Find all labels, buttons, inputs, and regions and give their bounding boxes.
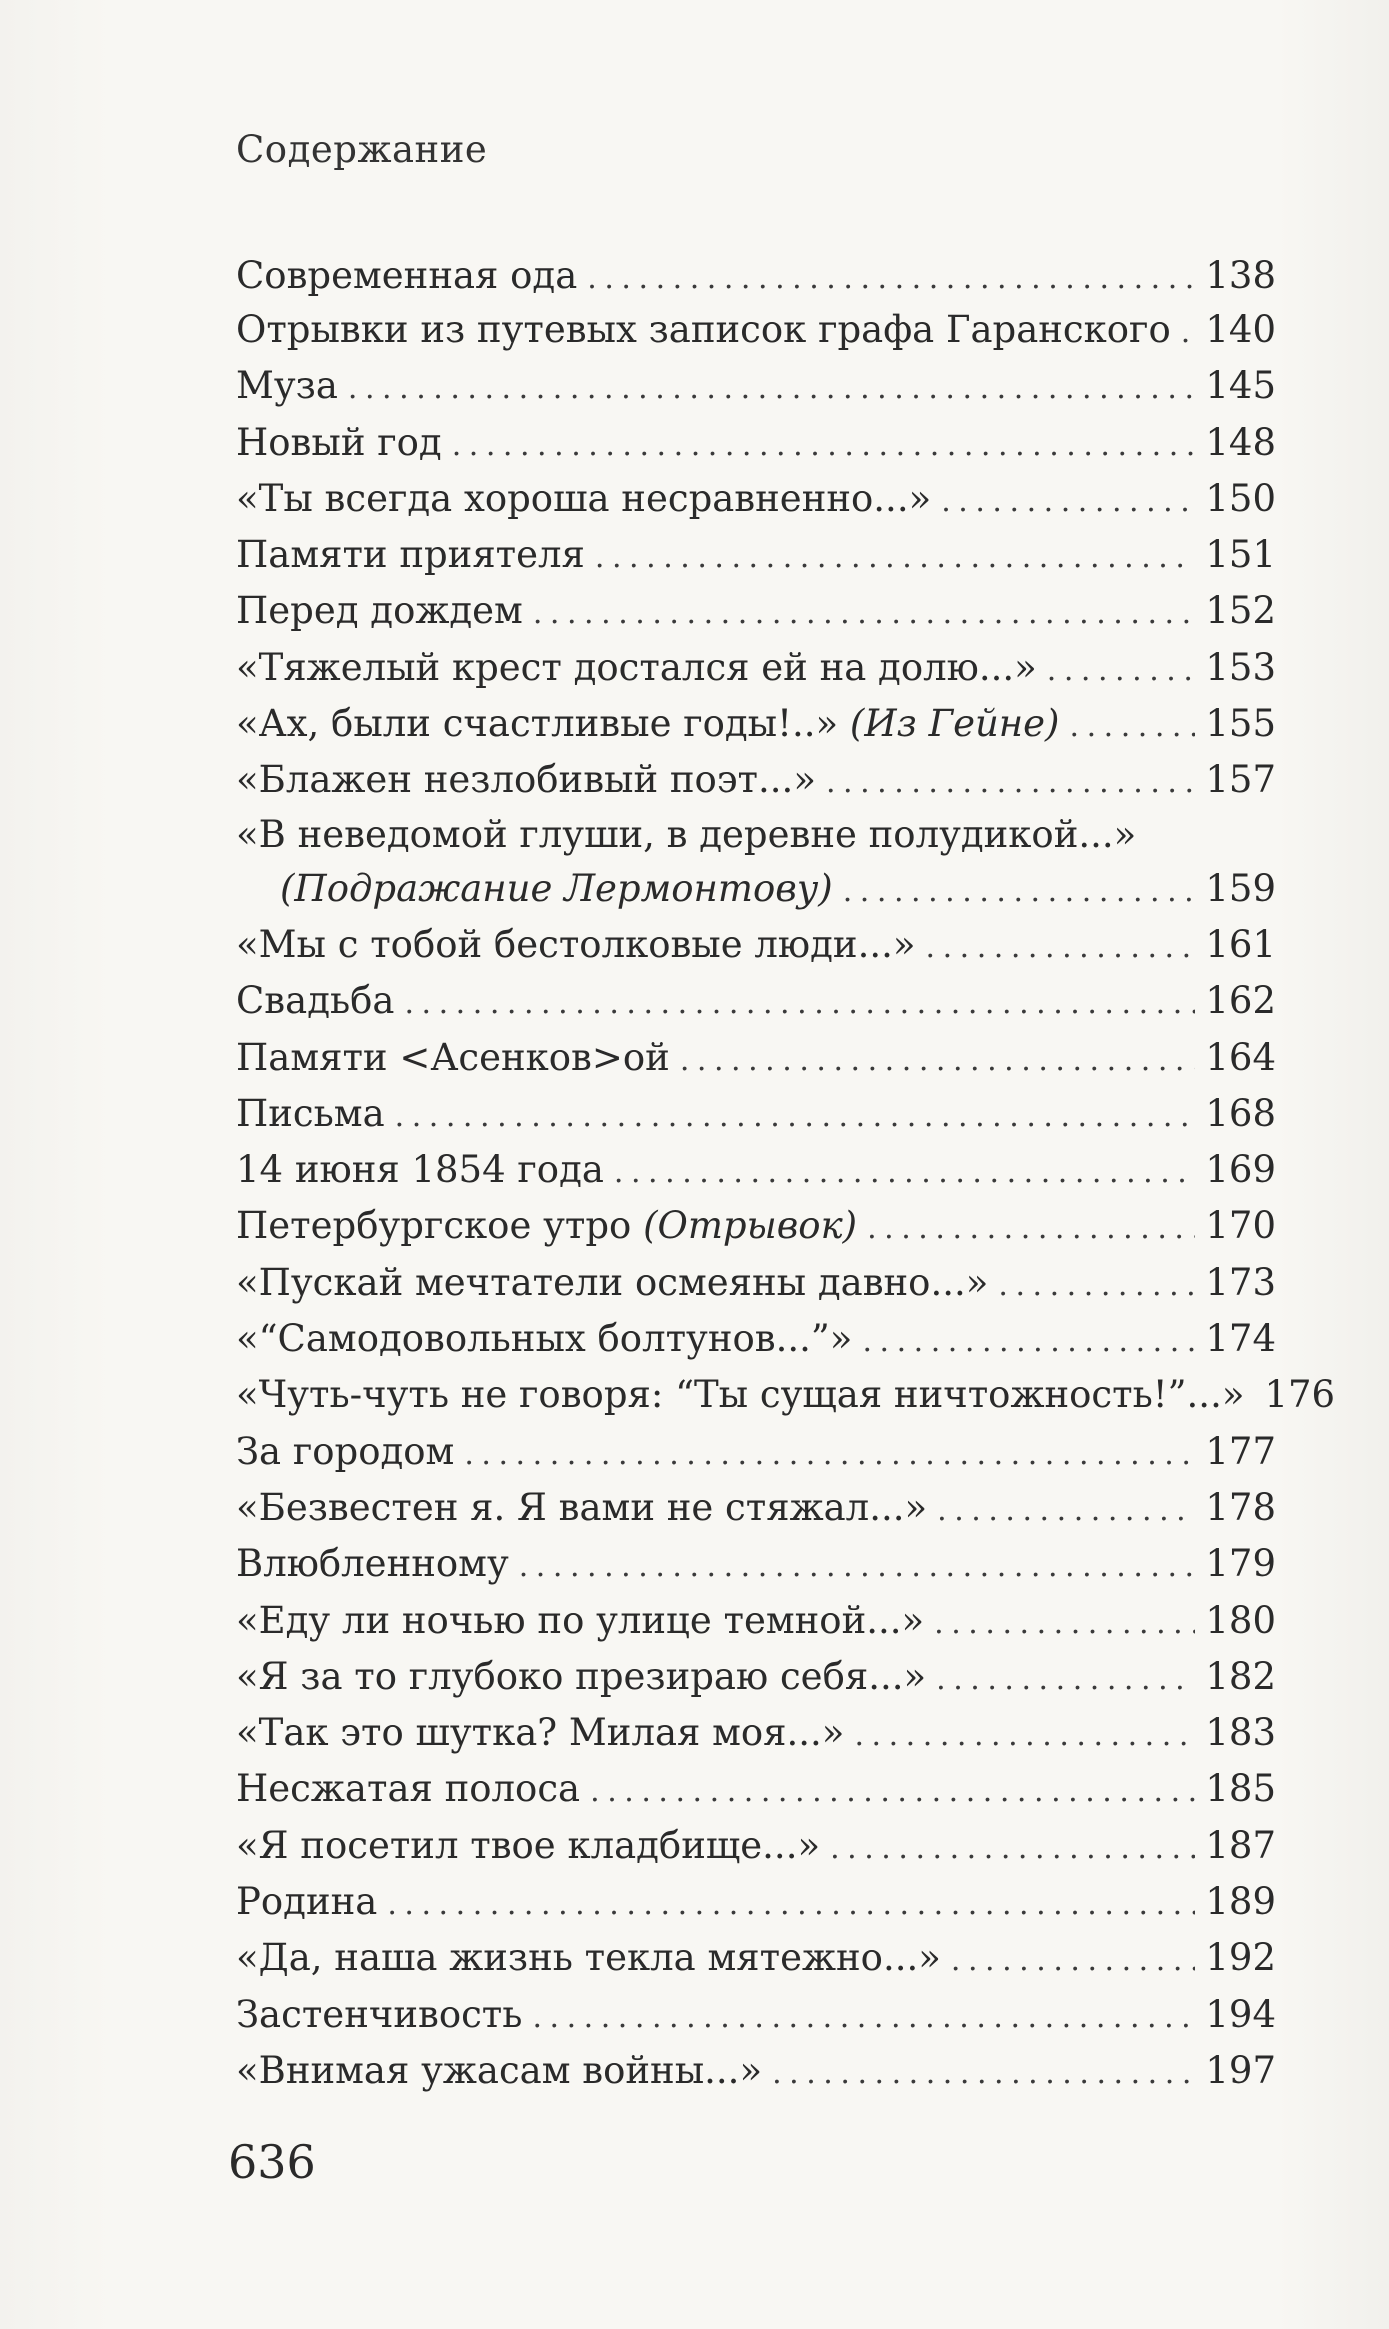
dot-leader [395, 1089, 1196, 1145]
toc-page-number: 178 [1205, 1485, 1276, 1529]
toc-page-number: 151 [1205, 533, 1276, 577]
dot-leader [680, 1033, 1196, 1089]
toc-page-number: 189 [1205, 1880, 1276, 1924]
toc-title-text: «Мы с тобой бестолковые люди...» [236, 922, 916, 966]
toc-entry [236, 527, 1276, 583]
toc-entry [236, 1142, 1276, 1198]
dot-leader [867, 1201, 1195, 1257]
toc-title-text: «“Самодовольных болтунов...”» [236, 1317, 853, 1361]
toc-page-number: 150 [1205, 476, 1276, 520]
dot-leader [1070, 699, 1196, 755]
dot-leader [587, 253, 1195, 305]
toc-page-number: 161 [1205, 922, 1276, 966]
toc-entry [236, 1649, 1276, 1705]
toc-entry [236, 1367, 1336, 1423]
toc-entry-title [236, 1086, 385, 1142]
toc-page-number: 170 [1205, 1204, 1276, 1248]
toc-entry [236, 302, 1276, 358]
toc-page-number: 174 [1205, 1317, 1276, 1361]
toc-entry-title [236, 640, 1037, 696]
toc-title-text: «Пускай мечтатели осмеяны давно...» [236, 1260, 989, 1304]
toc-title-text: «Тяжелый крест достался ей на долю...» [236, 645, 1037, 689]
toc-page-number: 177 [1205, 1429, 1276, 1473]
toc-page-number: 180 [1205, 1598, 1276, 1642]
toc-title-text: Отрывки из путевых записок графа Гаранского [236, 308, 1171, 351]
dot-leader [951, 1933, 1195, 1989]
toc-page-number: 153 [1205, 645, 1276, 689]
toc-page-number: 176 [1264, 1373, 1336, 1417]
toc-title-text: «Безвестен я. Я вами не стяжал...» [236, 1485, 928, 1529]
toc-entry-title [236, 861, 833, 917]
toc-page-number: 164 [1205, 1035, 1276, 1079]
toc-entry [236, 2043, 1276, 2099]
toc-title-text: «Блажен незлобивый поэт...» [236, 758, 816, 802]
toc-entry [236, 1198, 1276, 1254]
dot-leader [826, 755, 1195, 811]
toc-entry-title [236, 973, 394, 1029]
dot-leader [590, 1764, 1195, 1820]
toc-title-text: Памяти приятеля [236, 533, 585, 577]
toc-page-number: 152 [1205, 589, 1276, 633]
dot-leader [452, 418, 1196, 474]
toc-entry-title [236, 471, 931, 527]
toc-title-note: (Подражание Лермонтову) [280, 866, 833, 910]
toc-title-text: «В неведомой глуши, в деревне полудикой...» [236, 812, 1137, 856]
dot-leader [387, 1877, 1195, 1933]
toc-title-text: Несжатая полоса [236, 1767, 581, 1811]
toc-title-text: «Я посетил твое кладбище...» [236, 1823, 821, 1867]
toc-entry-title [236, 358, 338, 414]
toc-entry-title [236, 1480, 927, 1536]
toc-entry-title [236, 1367, 1244, 1423]
toc-entry [236, 358, 1276, 414]
toc-title-text: «Ты всегда хороша несравненно...» [236, 476, 932, 520]
toc-entry-title [236, 1311, 852, 1367]
table-of-contents [236, 250, 1336, 2099]
toc-title-text: «Да, наша жизнь текла мятежно...» [236, 1936, 941, 1980]
dot-leader [519, 1539, 1196, 1595]
toc-title-text: «Еду ли ночью по улице темной...» [236, 1598, 925, 1642]
toc-title-note: (Отрывок) [643, 1204, 858, 1248]
toc-entry-title [236, 527, 585, 583]
toc-entry-title [236, 250, 577, 302]
dot-leader [941, 474, 1195, 530]
toc-entry [236, 973, 1276, 1029]
toc-page-number: 157 [1205, 758, 1276, 802]
toc-entry-title [236, 1874, 377, 1930]
dot-leader [532, 1990, 1195, 2046]
toc-page-number: 173 [1205, 1260, 1276, 1304]
toc-entry-title [236, 696, 1060, 752]
toc-entry-title [236, 302, 1171, 358]
toc-title-text: За городом [236, 1429, 455, 1473]
toc-title-text: Перед дождем [236, 589, 523, 633]
toc-page-number: 185 [1205, 1767, 1276, 1811]
toc-entry-title [236, 1030, 670, 1086]
toc-entry [236, 415, 1276, 471]
toc-title-text: Новый год [236, 420, 442, 464]
toc-entry-title [236, 1649, 926, 1705]
toc-page-number: 148 [1205, 420, 1276, 464]
toc-entry [236, 640, 1276, 696]
toc-entry [236, 1818, 1276, 1874]
toc-page-number: 197 [1205, 2048, 1276, 2092]
dot-leader [772, 2046, 1195, 2102]
toc-entry-title [236, 1424, 454, 1480]
toc-page-number: 179 [1205, 1542, 1276, 1586]
toc-entry [236, 1030, 1276, 1086]
dot-leader [595, 530, 1195, 586]
toc-entry-title [236, 1705, 844, 1761]
toc-entry [236, 861, 1276, 917]
dot-leader [998, 1258, 1195, 1314]
toc-page-number: 182 [1205, 1654, 1276, 1698]
toc-page-number: 187 [1205, 1823, 1276, 1867]
dot-leader [854, 1708, 1195, 1764]
toc-entry [236, 752, 1276, 808]
dot-leader [926, 920, 1196, 976]
toc-entry [236, 1536, 1276, 1592]
toc-title-text: Письма [236, 1091, 385, 1135]
dot-leader [404, 976, 1195, 1032]
toc-page-number: 138 [1205, 254, 1276, 297]
toc-page-number: 194 [1205, 1992, 1276, 2036]
toc-entry [236, 471, 1276, 527]
toc-entry [236, 250, 1276, 302]
toc-title-text: «Так это шутка? Милая моя...» [236, 1711, 845, 1755]
toc-page-number: 183 [1205, 1711, 1276, 1755]
toc-entry [236, 917, 1276, 973]
dot-leader [533, 586, 1196, 642]
toc-entry [236, 1255, 1276, 1311]
toc-title-text: «Я за то глубоко презираю себя...» [236, 1654, 927, 1698]
toc-title-text: Родина [236, 1880, 378, 1924]
toc-title-note: (Из Гейне) [849, 702, 1060, 746]
toc-page-number: 140 [1205, 308, 1276, 351]
toc-entry [236, 1480, 1276, 1536]
toc-entry-title [236, 1593, 924, 1649]
toc-entry-title [236, 1987, 522, 2043]
toc-entry-title [236, 1761, 580, 1817]
toc-title-text: Влюбленному [236, 1542, 509, 1586]
dot-leader [1181, 305, 1196, 361]
toc-entry-title [236, 1930, 941, 1986]
toc-entry-title [236, 1536, 509, 1592]
toc-page-number: 169 [1205, 1148, 1276, 1192]
toc-entry [236, 1424, 1276, 1480]
toc-page-number: 159 [1205, 866, 1276, 910]
toc-entry-title [236, 583, 523, 639]
toc-page-number: 145 [1205, 364, 1276, 408]
toc-entry-title [236, 2043, 762, 2099]
toc-entry-title [236, 917, 916, 973]
toc-entry [236, 1761, 1276, 1817]
toc-page-number: 168 [1205, 1091, 1276, 1135]
dot-leader [937, 1483, 1195, 1539]
dot-leader [464, 1427, 1195, 1483]
toc-title-text: Современная ода [236, 254, 578, 297]
toc-page-number: 155 [1205, 702, 1276, 746]
toc-title-text: «Ах, были счастливые годы!..» [236, 702, 839, 746]
page-number: 636 [228, 2135, 316, 2189]
toc-entry-title [236, 1142, 604, 1198]
dot-leader [936, 1652, 1195, 1708]
toc-title-text: Памяти <Асенков>ой [236, 1035, 670, 1079]
toc-title-text: 14 июня 1854 года [236, 1148, 604, 1192]
toc-entry [236, 1987, 1276, 2043]
dot-leader [934, 1596, 1195, 1652]
toc-entry [236, 809, 1276, 861]
dot-leader [862, 1314, 1195, 1370]
toc-entry [236, 1086, 1276, 1142]
toc-title-text: «Внимая ужасам войны...» [236, 2048, 763, 2092]
toc-entry [236, 1311, 1276, 1367]
toc-title-text: Свадьба [236, 979, 395, 1023]
toc-entry-title [236, 415, 442, 471]
toc-title-text: Застенчивость [236, 1992, 523, 2036]
toc-entry-title [236, 1255, 988, 1311]
dot-leader [348, 361, 1195, 417]
toc-entry [236, 1705, 1276, 1761]
toc-entry-title [236, 1198, 857, 1254]
toc-page-number: 192 [1205, 1936, 1276, 1980]
toc-title-text: «Чуть-чуть не говоря: “Ты сущая ничтожность!”...» [236, 1373, 1245, 1417]
running-header: Содержание [236, 128, 488, 171]
toc-entry-title [236, 752, 816, 808]
toc-page-number: 162 [1205, 979, 1276, 1023]
toc-title-text: Муза [236, 364, 338, 408]
toc-entry [236, 696, 1276, 752]
toc-entry [236, 583, 1276, 639]
toc-entry [236, 1874, 1276, 1930]
toc-entry [236, 1930, 1276, 1986]
dot-leader [843, 864, 1196, 920]
toc-entry [236, 1593, 1276, 1649]
toc-entry-title [236, 1818, 820, 1874]
dot-leader [1047, 643, 1196, 699]
toc-entry-title [236, 809, 1136, 861]
toc-title-text: Петербургское утро [236, 1204, 632, 1248]
dot-leader [830, 1821, 1195, 1877]
dot-leader [614, 1145, 1195, 1201]
